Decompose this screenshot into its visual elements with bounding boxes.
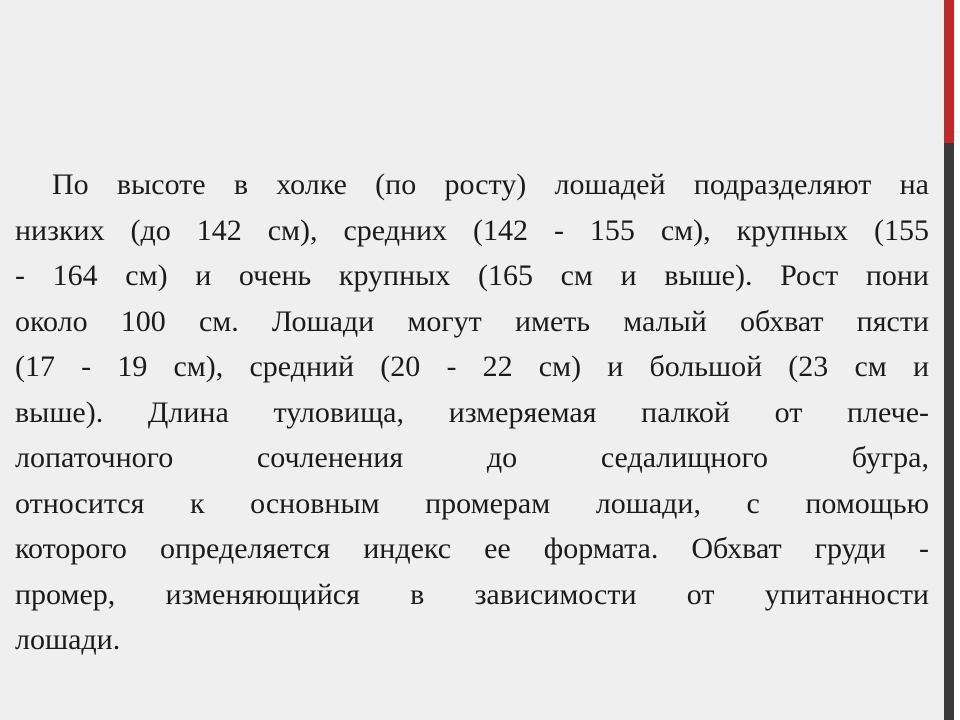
paragraph-line-1: По высоте в холке (по росту) лошадей подразделяют на: [52, 168, 929, 201]
paragraph-line-6: выше). Длина туловища, измеряемая палкой от плече-: [15, 395, 929, 429]
paragraph-line-7: лопаточного сочленения до седалищного бугра,: [15, 441, 929, 474]
paragraph-line-5: (17 - 19 см), средний (20 - 22 см) и большой (23 см и: [15, 350, 929, 383]
paragraph-line-8: относится к основным промерам лошади, с помощью: [15, 486, 929, 520]
accent-bar-dark-segment: [944, 143, 954, 720]
paragraph-line-11: лошади.: [15, 623, 121, 656]
paragraph-line-4: около 100 см. Лошади могут иметь малый обхват пясти: [15, 304, 929, 338]
paragraph-line-10: промер, изменяющийся в зависимости от упитанности: [15, 577, 929, 611]
paragraph-line-2: низких (до 142 см), средних (142 - 155 см), крупных (155: [15, 213, 929, 247]
slide-paragraph: [15, 162, 929, 663]
paragraph-line-9: которого определяется индекс ее формата. Обхват груди -: [15, 532, 929, 565]
paragraph-line-3: - 164 см) и очень крупных (165 см и выше). Рост пони: [15, 259, 929, 292]
slide-accent-bar: [944, 0, 960, 720]
accent-bar-red-segment: [944, 0, 954, 143]
